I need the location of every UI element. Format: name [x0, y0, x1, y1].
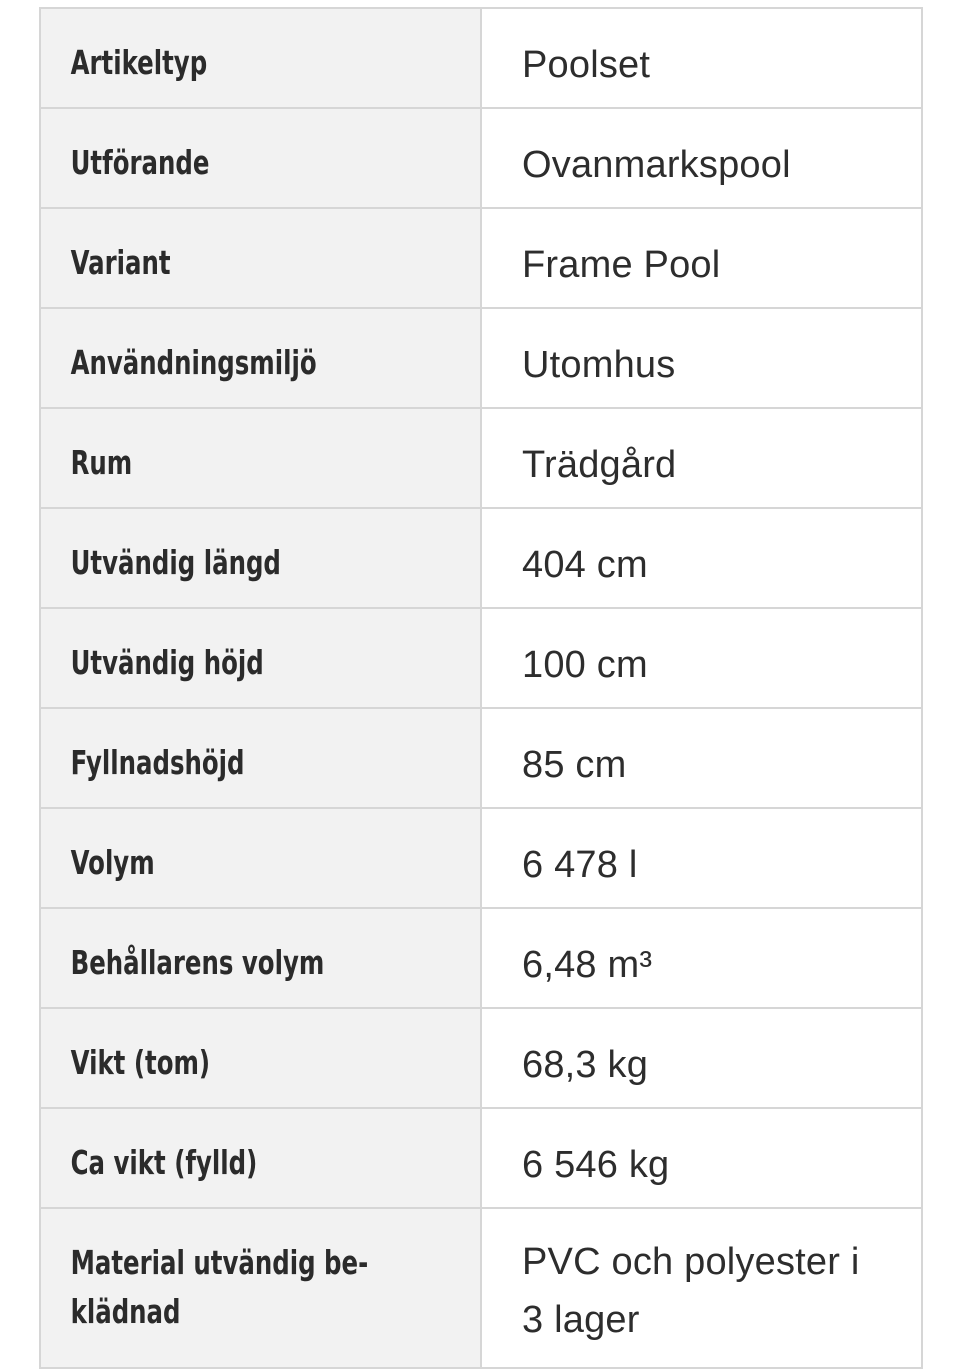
spec-label: Artikeltyp: [70, 43, 208, 82]
spec-value-cell: [481, 1108, 922, 1208]
spec-value-cell: [481, 508, 922, 608]
spec-label-cell: [40, 108, 481, 208]
spec-label: Vikt (tom): [70, 1043, 211, 1082]
spec-value-cell: [481, 408, 922, 508]
spec-label-cell: [40, 1208, 481, 1368]
spec-value: 404 cm: [522, 544, 648, 586]
spec-label: Variant: [70, 243, 171, 282]
spec-row-utvandig-hojd: [40, 608, 922, 708]
spec-row-utforande: [40, 108, 922, 208]
spec-row-rum: [40, 408, 922, 508]
spec-label-cell: [40, 8, 481, 108]
spec-label: Material utvändig be- klädnad: [70, 1243, 369, 1331]
spec-row-vikt-fylld: [40, 1108, 922, 1208]
spec-row-utvandig-langd: [40, 508, 922, 608]
spec-label: Ca vikt (fylld): [70, 1143, 258, 1182]
spec-label-cell: [40, 408, 481, 508]
spec-label: Utvändig längd: [70, 543, 281, 582]
spec-label-cell: [40, 508, 481, 608]
spec-value: 100 cm: [522, 644, 648, 686]
spec-label-cell: [40, 708, 481, 808]
spec-value-cell: [481, 308, 922, 408]
spec-row-artikeltyp: [40, 8, 922, 108]
spec-value: Ovanmarkspool: [522, 144, 791, 186]
spec-label-cell: [40, 1008, 481, 1108]
spec-row-material: [40, 1208, 922, 1368]
spec-label: Användningsmiljö: [70, 343, 317, 382]
spec-value-cell: [481, 8, 922, 108]
spec-value: 6,48 m³: [522, 944, 653, 986]
spec-label-cell: [40, 808, 481, 908]
spec-value-cell: [481, 108, 922, 208]
spec-value-cell: [481, 808, 922, 908]
spec-value: Trädgård: [522, 444, 677, 486]
spec-label-cell: [40, 608, 481, 708]
spec-value-cell: [481, 208, 922, 308]
spec-row-volym: [40, 808, 922, 908]
spec-row-anvandningsmiljo: [40, 308, 922, 408]
spec-value-cell: [481, 608, 922, 708]
spec-value: PVC och polyester i 3 lager: [522, 1241, 860, 1341]
spec-label-cell: [40, 908, 481, 1008]
spec-label: Rum: [70, 443, 133, 482]
spec-value: 68,3 kg: [522, 1044, 649, 1086]
spec-label: Volym: [70, 843, 155, 882]
spec-label: Utvändig höjd: [70, 643, 264, 682]
spec-value: Utomhus: [522, 344, 676, 386]
spec-row-behallarens-volym: [40, 908, 922, 1008]
spec-value: 85 cm: [522, 744, 627, 786]
spec-label: Behållarens volym: [70, 943, 325, 982]
spec-label: Utförande: [70, 143, 210, 182]
spec-label-cell: [40, 1108, 481, 1208]
spec-value-cell: [481, 908, 922, 1008]
spec-row-variant: [40, 208, 922, 308]
spec-value: Poolset: [522, 44, 651, 86]
spec-value-cell: [481, 1008, 922, 1108]
spec-value-cell: [481, 708, 922, 808]
spec-label: Fyllnadshöjd: [70, 743, 245, 782]
spec-label-cell: [40, 308, 481, 408]
spec-value: 6 546 kg: [522, 1144, 670, 1186]
product-specs-table: [39, 7, 923, 1369]
spec-row-fyllnadshojd: [40, 708, 922, 808]
spec-value: 6 478 l: [522, 844, 638, 886]
spec-row-vikt-tom: [40, 1008, 922, 1108]
spec-value-cell: [481, 1208, 922, 1368]
spec-label-cell: [40, 208, 481, 308]
spec-value: Frame Pool: [522, 244, 721, 286]
